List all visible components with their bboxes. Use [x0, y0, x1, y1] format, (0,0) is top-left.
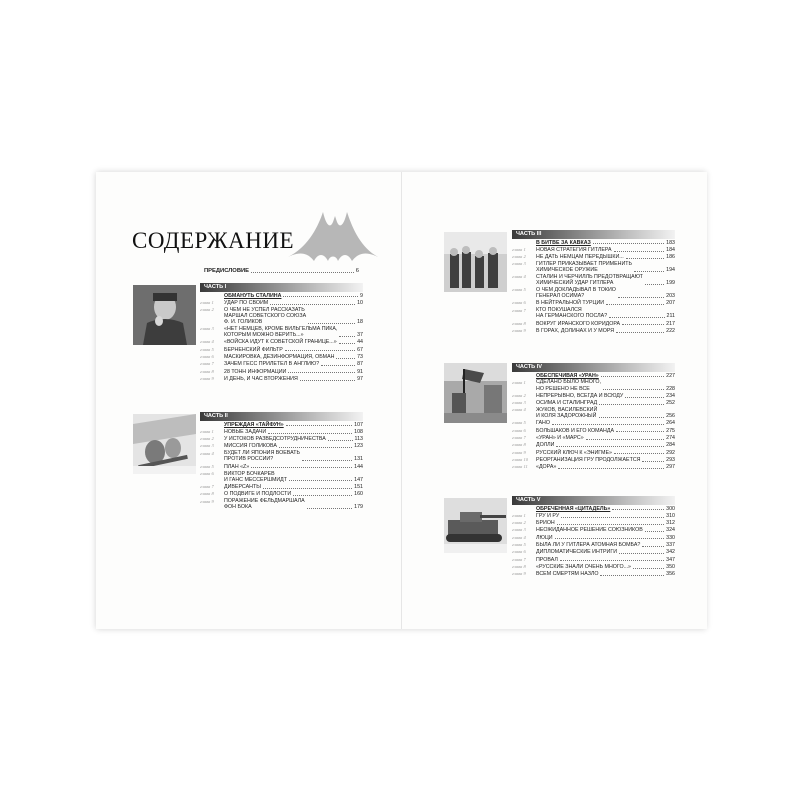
chapter-entry[interactable]: [512, 246, 675, 253]
chapter-number: глава 4: [200, 339, 214, 345]
leader-dots: [586, 439, 664, 440]
leader-dots: [555, 538, 665, 539]
chapter-entry[interactable]: [512, 456, 675, 463]
page-number: 160: [354, 491, 363, 498]
chapter-entry[interactable]: [200, 299, 363, 306]
chapter-title: «РУССКИЕ ЗНАЛИ ОЧЕНЬ МНОГО...»: [536, 563, 631, 570]
leader-dots: [308, 323, 355, 324]
page-number: 337: [666, 542, 675, 549]
part-title-entry[interactable]: [512, 240, 675, 246]
leader-dots: [300, 380, 355, 381]
leader-dots: [612, 509, 664, 510]
chapter-title: РЕОРГАНИЗАЦИЯ ГРУ ПРОДОЛЖАЕТСЯ: [536, 456, 641, 463]
chapter-number: глава 1: [512, 512, 526, 518]
chapter-number: глава 2: [200, 307, 214, 313]
chapter-title: УПРЕЖДАЯ «ТАЙФУН»: [224, 421, 284, 428]
page-number: 37: [357, 332, 363, 339]
page-number: 207: [666, 300, 675, 307]
toc-part-section: [200, 412, 363, 511]
leader-dots: [560, 560, 664, 561]
page-number: 107: [354, 421, 363, 428]
page-number: 87: [357, 361, 363, 368]
page-number: 293: [666, 456, 675, 463]
page-number: 97: [357, 375, 363, 382]
chapter-entry[interactable]: [200, 484, 363, 491]
chapter-entry[interactable]: [512, 449, 675, 456]
page-number: 350: [666, 563, 675, 570]
leader-dots: [289, 480, 352, 481]
chapter-number: глава 9: [512, 328, 526, 334]
chapter-title: БЕРНЕНСКИЙ ФИЛЬТР: [224, 346, 283, 353]
chapter-number: глава 8: [512, 563, 526, 569]
chapter-number: глава 9: [512, 449, 526, 455]
page-number: 123: [354, 443, 363, 450]
leader-dots: [307, 508, 352, 509]
toc-part-section: [512, 230, 675, 334]
leader-dots: [606, 304, 664, 305]
page-number: 203: [666, 293, 675, 300]
chapter-number: глава 4: [512, 274, 526, 280]
chapter-title: ОБРЕЧЕННАЯ «ЦИТАДЕЛЬ»: [536, 505, 611, 512]
chapter-entry[interactable]: [512, 261, 675, 273]
page-number: 91: [357, 368, 363, 375]
chapter-title: НЕПРЕРЫВНО, ВСЕГДА И ВСЮДУ: [536, 392, 624, 399]
chapter-number: [200, 422, 224, 428]
preface-label: ПРЕДИСЛОВИЕ: [204, 268, 250, 274]
leader-dots: [609, 317, 664, 318]
chapter-entry[interactable]: [512, 407, 675, 419]
chapter-entry[interactable]: [512, 400, 675, 407]
leader-dots: [600, 575, 664, 576]
chapter-title: ВОКРУГ ИРАНСКОГО КОРИДОРА: [536, 320, 621, 327]
page-number: 10: [357, 299, 363, 306]
chapter-title: ПРОВАЛ: [536, 556, 558, 563]
chapter-title: РУССКИЙ КЛЮЧ К «ЭНИГМЕ»: [536, 449, 612, 456]
chapter-entry[interactable]: [512, 392, 675, 399]
flag-ruins-photo: [444, 363, 507, 423]
page-number: 194: [666, 267, 675, 274]
leader-dots: [599, 404, 664, 405]
page-number: 144: [354, 463, 363, 470]
preface-entry: [204, 268, 359, 274]
page-number: 108: [354, 428, 363, 435]
chapter-number: глава 6: [200, 471, 214, 477]
leader-dots: [593, 243, 664, 244]
part-header-bar: ЧАСТЬ II: [200, 412, 363, 421]
chapter-entry[interactable]: [200, 339, 363, 346]
leader-dots: [626, 258, 664, 259]
leader-dots: [552, 424, 664, 425]
chapter-number: глава 4: [512, 534, 526, 540]
chapter-entry[interactable]: [512, 274, 675, 286]
chapter-number: глава 6: [200, 353, 214, 359]
leader-dots: [625, 397, 664, 398]
part-header-bar: ЧАСТЬ III: [512, 230, 675, 239]
chapter-title: ДОЛЛИ: [536, 442, 555, 449]
leader-dots: [293, 495, 352, 496]
chapter-title: У ИСТОКОВ РАЗВЕДСОТРУДНИЧЕСТВА: [224, 436, 326, 443]
leader-dots: [251, 268, 354, 273]
chapter-entry[interactable]: [512, 427, 675, 434]
chapter-title: СДЕЛАНО БЫЛО МНОГО, НО РЕШЕНО НЕ ВСЕ: [536, 379, 602, 392]
chapter-number: глава 8: [512, 320, 526, 326]
page-number: 199: [666, 280, 675, 287]
page-number: 151: [354, 484, 363, 491]
page-number: 310: [666, 512, 675, 519]
leader-dots: [614, 251, 665, 252]
chapter-title: О ЧЕМ ДОКЛАДЫВАЛ В ТОКИО ГЕНЕРАЛ ОСИМА?: [536, 286, 616, 300]
chapter-title: НОВЫЕ ЗАДАЧИ: [224, 428, 267, 435]
chapter-number: глава 9: [512, 571, 526, 577]
page-number: 256: [666, 413, 675, 420]
chapter-entry[interactable]: [200, 368, 363, 375]
chapter-entry[interactable]: [512, 571, 675, 578]
chapter-number: глава 4: [512, 407, 526, 413]
chapter-title: О ЧЕМ НЕ УСПЕЛ РАССКАЗАТЬ МАРШАЛ СОВЕТСКОГО СОЮЗА Ф. И. ГОЛИКОВ: [224, 306, 307, 326]
chapter-title: НОВАЯ СТРАТЕГИЯ ГИТЛЕРА: [536, 246, 612, 253]
leader-dots: [645, 284, 664, 285]
chapter-number: глава 8: [200, 368, 214, 374]
part-title-entry[interactable]: [512, 506, 675, 512]
page-number: 292: [666, 449, 675, 456]
page-number: 73: [357, 353, 363, 360]
leader-dots: [321, 365, 355, 366]
chapter-entry[interactable]: [512, 512, 675, 519]
chapter-title: КТО ПОКУШАЛСЯ НА ГЕРМАНСКОГО ПОСЛА?: [536, 307, 608, 320]
bat-emblem-icon: [288, 207, 378, 262]
chapter-number: [200, 293, 224, 299]
leader-dots: [561, 517, 664, 518]
chapter-entry[interactable]: [512, 520, 675, 527]
leader-dots: [288, 372, 355, 373]
chapter-number: глава 2: [512, 254, 526, 260]
chapter-title: МАСКИРОВКА, ДЕЗИНФОРМАЦИЯ, ОБМАН: [224, 353, 335, 360]
chapter-number: глава 9: [200, 498, 214, 504]
chapter-entry[interactable]: [200, 361, 363, 368]
part-header-bar: ЧАСТЬ V: [512, 496, 675, 505]
chapter-entry[interactable]: [200, 491, 363, 498]
page-number: 18: [357, 319, 363, 326]
page-number: 183: [666, 239, 675, 246]
page-number: 274: [666, 435, 675, 442]
chapter-entry[interactable]: [200, 498, 363, 510]
chapter-title: И ДЕНЬ, И ЧАС ВТОРЖЕНИЯ: [224, 375, 298, 382]
chapter-entry[interactable]: [200, 353, 363, 360]
chapter-title: В БИТВЕ ЗА КАВКАЗ: [536, 239, 591, 246]
page-number: 347: [666, 556, 675, 563]
page-number: 300: [666, 505, 675, 512]
chapter-number: [512, 373, 536, 379]
leader-dots: [642, 546, 664, 547]
page-number: 297: [666, 464, 675, 471]
chapter-entry[interactable]: [512, 542, 675, 549]
chapter-title: ЛЮЦИ: [536, 534, 553, 541]
soldiers-group-photo: [444, 232, 507, 292]
portrait-photo: [133, 285, 196, 345]
chapter-entry[interactable]: [512, 442, 675, 449]
left-page: [96, 172, 401, 629]
chapter-number: [512, 240, 536, 246]
chapter-title: ЖУКОВ, ВАСИЛЕВСКИЙ И КОЛЯ ЗАДОРОЖНЫЙ: [536, 406, 598, 420]
leader-dots: [251, 467, 352, 468]
chapter-entry[interactable]: [200, 471, 363, 483]
chapter-number: глава 1: [200, 299, 214, 305]
leader-dots: [302, 460, 352, 461]
leader-dots: [619, 553, 664, 554]
chapter-number: глава 6: [512, 549, 526, 555]
chapter-title: ПОРАЖЕНИЕ ФЕЛЬДМАРШАЛА ФОН БОКА: [224, 498, 305, 511]
chapter-title: ДИВЕРСАНТЫ: [224, 484, 261, 491]
chapter-title: ВСЕМ СМЕРТЯМ НАЗЛО: [536, 571, 599, 578]
leader-dots: [645, 531, 664, 532]
chapter-entry[interactable]: [512, 300, 675, 307]
chapter-title: ПЛАН «Z»: [224, 463, 250, 470]
page-number: 222: [666, 328, 675, 335]
chapter-entry[interactable]: [512, 379, 675, 391]
chapter-entry[interactable]: [200, 450, 363, 462]
chapter-number: глава 7: [200, 361, 214, 367]
chapter-number: глава 8: [512, 442, 526, 448]
chapter-entry[interactable]: [200, 463, 363, 470]
chapter-title: ОСИМА И СТАЛИНГРАД: [536, 400, 598, 407]
leader-dots: [283, 296, 358, 297]
chapter-number: глава 11: [512, 464, 528, 470]
chapter-number: глава 3: [200, 443, 214, 449]
leader-dots: [616, 332, 664, 333]
leader-dots: [558, 468, 664, 469]
chapter-number: глава 2: [200, 436, 214, 442]
chapter-entry[interactable]: [512, 549, 675, 556]
page-number: 342: [666, 549, 675, 556]
leader-dots: [556, 446, 664, 447]
page-number: 9: [360, 292, 363, 299]
leader-dots: [270, 304, 355, 305]
leader-dots: [633, 568, 664, 569]
page-number: 217: [666, 320, 675, 327]
chapter-title: МИССИЯ ГОЛИКОВА: [224, 443, 277, 450]
page-number: 113: [354, 436, 363, 443]
chapter-title: «УРАН» И «МАРС»: [536, 435, 584, 442]
page-number: 330: [666, 534, 675, 541]
chapter-entry[interactable]: [512, 435, 675, 442]
chapter-number: глава 3: [512, 400, 526, 406]
chapter-entry[interactable]: [512, 420, 675, 427]
page-number: 184: [666, 246, 675, 253]
page-number: 228: [666, 385, 675, 392]
chapter-title: В НЕЙТРАЛЬНОЙ ТУРЦИИ: [536, 300, 605, 307]
chapter-entry[interactable]: [512, 287, 675, 299]
chapter-title: БРИОН: [536, 520, 555, 527]
chapter-number: глава 5: [512, 542, 526, 548]
page-number: 356: [666, 571, 675, 578]
toc-part-section: [512, 496, 675, 577]
chapter-entry[interactable]: [512, 307, 675, 319]
chapter-entry[interactable]: [200, 307, 363, 326]
page-number: 227: [666, 372, 675, 379]
chapter-number: глава 6: [512, 427, 526, 433]
winter-soldiers-photo: [133, 414, 196, 474]
chapter-number: глава 1: [200, 428, 214, 434]
chapter-number: глава 8: [200, 491, 214, 497]
chapter-title: О ПОДВИГЕ И ПОДЛОСТИ: [224, 491, 292, 498]
chapter-title: ГАНО: [536, 420, 550, 427]
chapter-entry[interactable]: [512, 320, 675, 327]
page-number: 284: [666, 442, 675, 449]
chapter-entry[interactable]: [512, 556, 675, 563]
chapter-title: 28 ТОНН ИНФОРМАЦИИ: [224, 368, 287, 375]
leader-dots: [279, 447, 352, 448]
chapter-title: «НЕТ НЕМЦЕВ, КРОМЕ ВИЛЬГЕЛЬМА ПИКА, КОТОРЫМ МОЖНО ВЕРИТЬ...»: [224, 325, 338, 339]
chapter-number: глава 2: [512, 520, 526, 526]
chapter-entry[interactable]: [512, 464, 675, 471]
toc-part-section: [200, 283, 363, 382]
chapter-title: ДИПЛОМАТИЧЕСКИЕ ИНТРИГИ: [536, 549, 618, 556]
leader-dots: [616, 431, 664, 432]
leader-dots: [336, 358, 355, 359]
leader-dots: [328, 440, 353, 441]
chapter-title: УДАР ПО СВОИМ: [224, 299, 269, 306]
page-number: 147: [354, 476, 363, 483]
leader-dots: [339, 336, 355, 337]
leader-dots: [268, 433, 352, 434]
part-title-entry[interactable]: [200, 422, 363, 428]
chapter-number: глава 3: [512, 261, 526, 267]
chapter-title: В ГОРАХ, ДОЛИНАХ И У МОРЯ: [536, 328, 615, 335]
page-number: 234: [666, 392, 675, 399]
chapter-number: глава 4: [200, 450, 214, 456]
chapter-title: СТАЛИН И ЧЕРЧИЛЛЬ ПРЕДОТВРАЩАЮТ ХИМИЧЕСКИЙ УДАР ГИТЛЕРА: [536, 273, 643, 287]
leader-dots: [634, 271, 664, 272]
chapter-title: «ДОРА»: [536, 464, 557, 471]
chapter-entry[interactable]: [200, 375, 363, 382]
chapter-title: БУДЕТ ЛИ ЯПОНИЯ ВОЕВАТЬ ПРОТИВ РОССИИ?: [224, 450, 300, 463]
chapter-title: БЫЛА ЛИ У ГИТЛЕРА АТОМНАЯ БОМБА?: [536, 542, 641, 549]
chapter-number: глава 7: [512, 307, 526, 313]
leader-dots: [339, 343, 355, 344]
page-number: 252: [666, 400, 675, 407]
chapter-number: глава 5: [512, 287, 526, 293]
page-number: 67: [357, 346, 363, 353]
leader-dots: [285, 350, 355, 351]
chapter-number: глава 6: [512, 300, 526, 306]
preface-page: 6: [355, 268, 359, 274]
chapter-title: НЕОЖИДАННОЕ РЕШЕНИЕ СОЮЗНИКОВ: [536, 527, 643, 534]
page-number: 186: [666, 254, 675, 261]
page-number: 211: [666, 313, 675, 320]
leader-dots: [601, 376, 664, 377]
chapter-number: глава 7: [512, 556, 526, 562]
page-title: СОДЕРЖАНИЕ: [132, 228, 295, 253]
chapter-number: глава 7: [200, 484, 214, 490]
chapter-title: ОБМАНУТЬ СТАЛИНА: [224, 292, 282, 299]
page-number: 275: [666, 427, 675, 434]
chapter-title: ГРУ И РУ: [536, 512, 560, 519]
page-number: 324: [666, 527, 675, 534]
chapter-title: «ВОЙСКА ИДУТ К СОВЕТСКОЙ ГРАНИЦЕ...»: [224, 339, 337, 346]
chapter-entry[interactable]: [200, 346, 363, 353]
leader-dots: [557, 524, 664, 525]
chapter-number: глава 5: [200, 346, 214, 352]
chapter-entry[interactable]: [200, 326, 363, 338]
part-header-bar: ЧАСТЬ I: [200, 283, 363, 292]
chapter-number: глава 2: [512, 392, 526, 398]
part-header-bar: ЧАСТЬ IV: [512, 363, 675, 372]
leader-dots: [642, 461, 664, 462]
chapter-number: глава 3: [512, 527, 526, 533]
chapter-title: ВИКТОР БОЧКАРЕВ И ГАНС МЕССЕРШМИДТ: [224, 470, 288, 483]
part-title-entry[interactable]: [512, 373, 675, 379]
tank-photo: [444, 498, 507, 553]
chapter-number: глава 10: [512, 456, 529, 462]
part-title-entry[interactable]: [200, 293, 363, 299]
chapter-entry[interactable]: [512, 328, 675, 335]
chapter-number: глава 9: [200, 375, 214, 381]
page-number: 312: [666, 520, 675, 527]
chapter-number: глава 7: [512, 435, 526, 441]
chapter-number: [512, 506, 536, 512]
chapter-entry[interactable]: [512, 563, 675, 570]
chapter-title: ЗАЧЕМ ГЕСС ПРИЛЕТЕЛ В АНГЛИЮ?: [224, 361, 320, 368]
chapter-entry[interactable]: [200, 436, 363, 443]
leader-dots: [599, 417, 664, 418]
page-number: 179: [354, 504, 363, 511]
leader-dots: [263, 488, 352, 489]
chapter-entry[interactable]: [512, 254, 675, 261]
page-number: 44: [357, 339, 363, 346]
chapter-number: глава 1: [512, 246, 526, 252]
chapter-entry[interactable]: [200, 443, 363, 450]
chapter-number: глава 5: [512, 420, 526, 426]
chapter-title: ГИТЛЕР ПРИКАЗЫВАЕТ ПРИМЕНИТЬ ХИМИЧЕСКОЕ ОРУЖИЕ: [536, 260, 632, 274]
chapter-title: НЕ ДАТЬ НЕМЦАМ ПЕРЕДЫШКИ...: [536, 254, 624, 261]
chapter-number: глава 3: [200, 326, 214, 332]
chapter-title: ОБЕСПЕЧИВАЯ «УРАН»: [536, 372, 599, 379]
chapter-entry[interactable]: [512, 534, 675, 541]
page-number: 131: [354, 456, 363, 463]
leader-dots: [603, 389, 664, 390]
chapter-entry[interactable]: [200, 428, 363, 435]
leader-dots: [622, 324, 664, 325]
chapter-entry[interactable]: [512, 527, 675, 534]
chapter-number: глава 1: [512, 379, 526, 385]
chapter-number: глава 5: [200, 463, 214, 469]
leader-dots: [618, 297, 664, 298]
page-number: 264: [666, 420, 675, 427]
leader-dots: [614, 453, 664, 454]
chapter-title: БОЛЬШАКОВ И ЕГО КОМАНДА: [536, 427, 614, 434]
toc-part-section: [512, 363, 675, 470]
leader-dots: [286, 425, 352, 426]
